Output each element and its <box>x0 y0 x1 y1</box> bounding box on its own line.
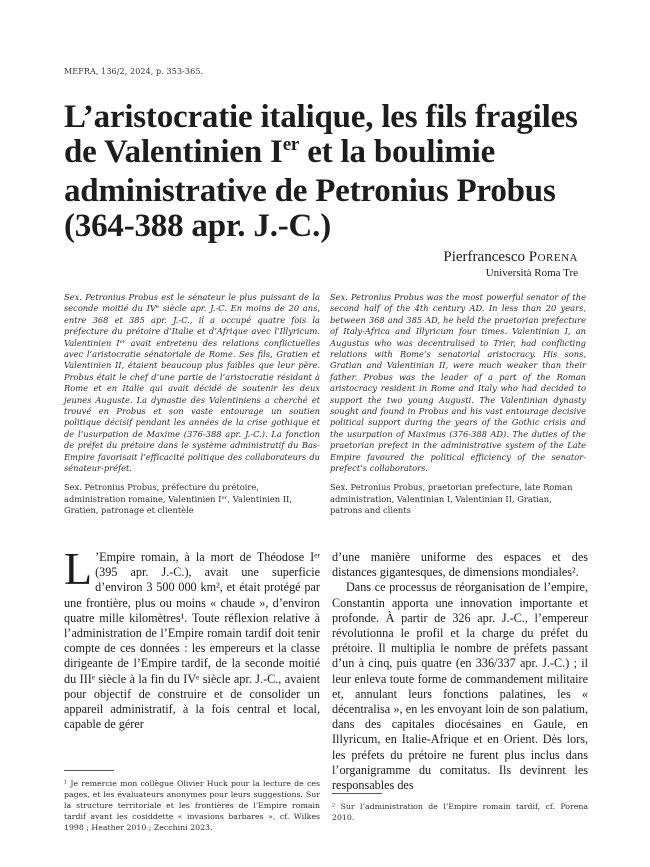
body-column-right <box>332 550 588 793</box>
author-last-name: Porena <box>528 249 578 265</box>
author-block <box>443 248 578 281</box>
title-line-3: administrative de Petronius Probus <box>64 173 556 209</box>
abstract-french: Sex. Petronius Probus est le sénateur le plus puissant de la seconde moitié du IVᵉ siècle apr. J.-C. En moins de 20 ans, entre 368 et 385 apr. J.-C., il a occupé quatre fois la préfecture du prétoire d’Italie et d’Afrique avec l’Illyricum. Valentinien Iᵉʳ avait entretenu des relations conflictuelles avec l’aristocratie sénatoriale de Rome. Ses fils, Gratien et Valentinien II, étaient beaucoup plus faibles que leur père. Probus était le chef d’une partie de l’aristocratie résidant à Rome et en Italie qui avait décidé de soutenir les deux jeunes Auguste. La dynastie des Valentiniens a cherché et trouvé en Probus et son vaste entourage un soutien politique décisif pendant les années de la crise gothique et de l’usurpation de Maxime (376-388 apr. J.-C.). La fonction de préfet du prétoire dans le système administratif du Bas-Empire favorisait l’efficacité politique des collaborateurs du sénateur-préfet. <box>64 292 320 474</box>
title-line-1: L’aristocratie italique, les fils fragiles <box>64 99 578 135</box>
title-superscript: er <box>282 134 300 155</box>
title-line-2 <box>64 135 604 174</box>
footnote-rule-left <box>64 770 114 771</box>
author-affiliation: Università Roma Tre <box>485 267 578 279</box>
body-paragraph-1-text: ’Empire romain, à la mort de Théodose Iᵉʳ (395 apr. J.-C.), avait une superficie d’environ 3 500 000 km², et était protégé par une frontière, plus ou moins « chaude », d’environ quatre mille kilomètres¹. Toute réflexion relative à l’administration de l’Empire romain tardif doit tenir compte de ces données : les empereurs et la classe dirigeante de l’Empire tardif, de la seconde moitié du IIIᵉ siècle à la fin du IVᵉ siècle apr. J.-C., avaient pour objectif de construire et de consolider un appareil administratif, à la fois central et local, capable de gérer <box>64 550 320 732</box>
author-name <box>443 248 578 266</box>
body-paragraph-1-continued: d’une manière uniforme des espaces et des distances gigantesques, de dimensions mondiales². <box>332 550 588 580</box>
title-line-2-start: de Valentinien I <box>64 134 283 170</box>
title-line-2-end: et la boulimie <box>299 134 496 170</box>
body-paragraph-2: Dans ce processus de réorganisation de l’empire, Constantin apporta une innovation importante et profonde. À partir de 326 apr. J.-C., l’empereur révolutionna le profil et la charge du préfet du prétoire. Il multiplia le nombre de préfets passant d’un à cinq, puis quatre (en 336/337 apr. J.-C.) ; il leur enleva toute forme de commandement militaire et, annulant leurs fonctions palatines, les « décentralisa », en les envoyant loin de son palatium, dans des capitales diocésaines en Gaule, en Illyricum, en Italie-Afrique et en Orient. Dès lors, les préfets du prétoire ne furent plus inclus dans l’organigramme du comitatus. Ils devinrent les responsables des <box>332 580 588 793</box>
footnote-2: ² Sur l’administration de l’Empire romain tardif, cf. Porena 2010. <box>332 802 588 822</box>
journal-reference: MEFRA, 136/2, 2024, p. 353-365. <box>64 67 204 76</box>
footnote-rule-right <box>332 793 382 794</box>
keywords-english: Sex. Petronius Probus, praetorian prefecture, late Roman administration, Valentinian I, Valentinian II, Gratian, patrons and clients <box>330 482 573 516</box>
footnote-1: ¹ Je remercie mon collègue Olivier Huck pour la lecture de ces pages, et les évaluateurs anonymes pour leurs suggestions. Sur la structure territoriale et les frontières de l’Empire romain tardif avant les cosiddette « invasions barbares », cf. Wilkes 1998 ; Heather 2010 ; Zecchini 2023. <box>64 779 320 832</box>
article-title <box>64 100 604 244</box>
body-paragraph-1 <box>64 543 320 732</box>
title-line-4: (364-388 apr. J.-C.) <box>64 208 332 244</box>
author-first-name: Pierfrancesco <box>443 249 529 265</box>
keywords-french: Sex. Petronius Probus, préfecture du prétoire, administration romaine, Valentinien Iᵉʳ, Valentinien II, Gratien, patronage et clientèle <box>64 482 292 516</box>
body-column-left <box>64 543 320 732</box>
drop-cap: L <box>64 543 93 594</box>
abstract-english: Sex. Petronius Probus was the most powerful senator of the second half of the 4th century AD. In less than 20 years, between 368 and 385 AD, he held the praetorian prefecture of Italy-Africa and Illyricum four times. Valentinian I, an Augustus who was decentralised to Trier, had conflicting relations with Rome’s senatorial aristocracy. His sons, Gratian and Valentinian II, were much weaker than their father. Probus was the leader of a part of the Roman aristocracy resident in Rome and Italy who had decided to support the two young Augusti. The Valentinian dynasty sought and found in Probus and his vast entourage decisive political support during the years of the Gothic crisis and the usurpation of Maximus (376-388 AD). The duties of the praetorian prefect in the administrative system of the Late Empire favoured the political efficiency of the senator-prefect’s collaborators. <box>330 292 586 474</box>
